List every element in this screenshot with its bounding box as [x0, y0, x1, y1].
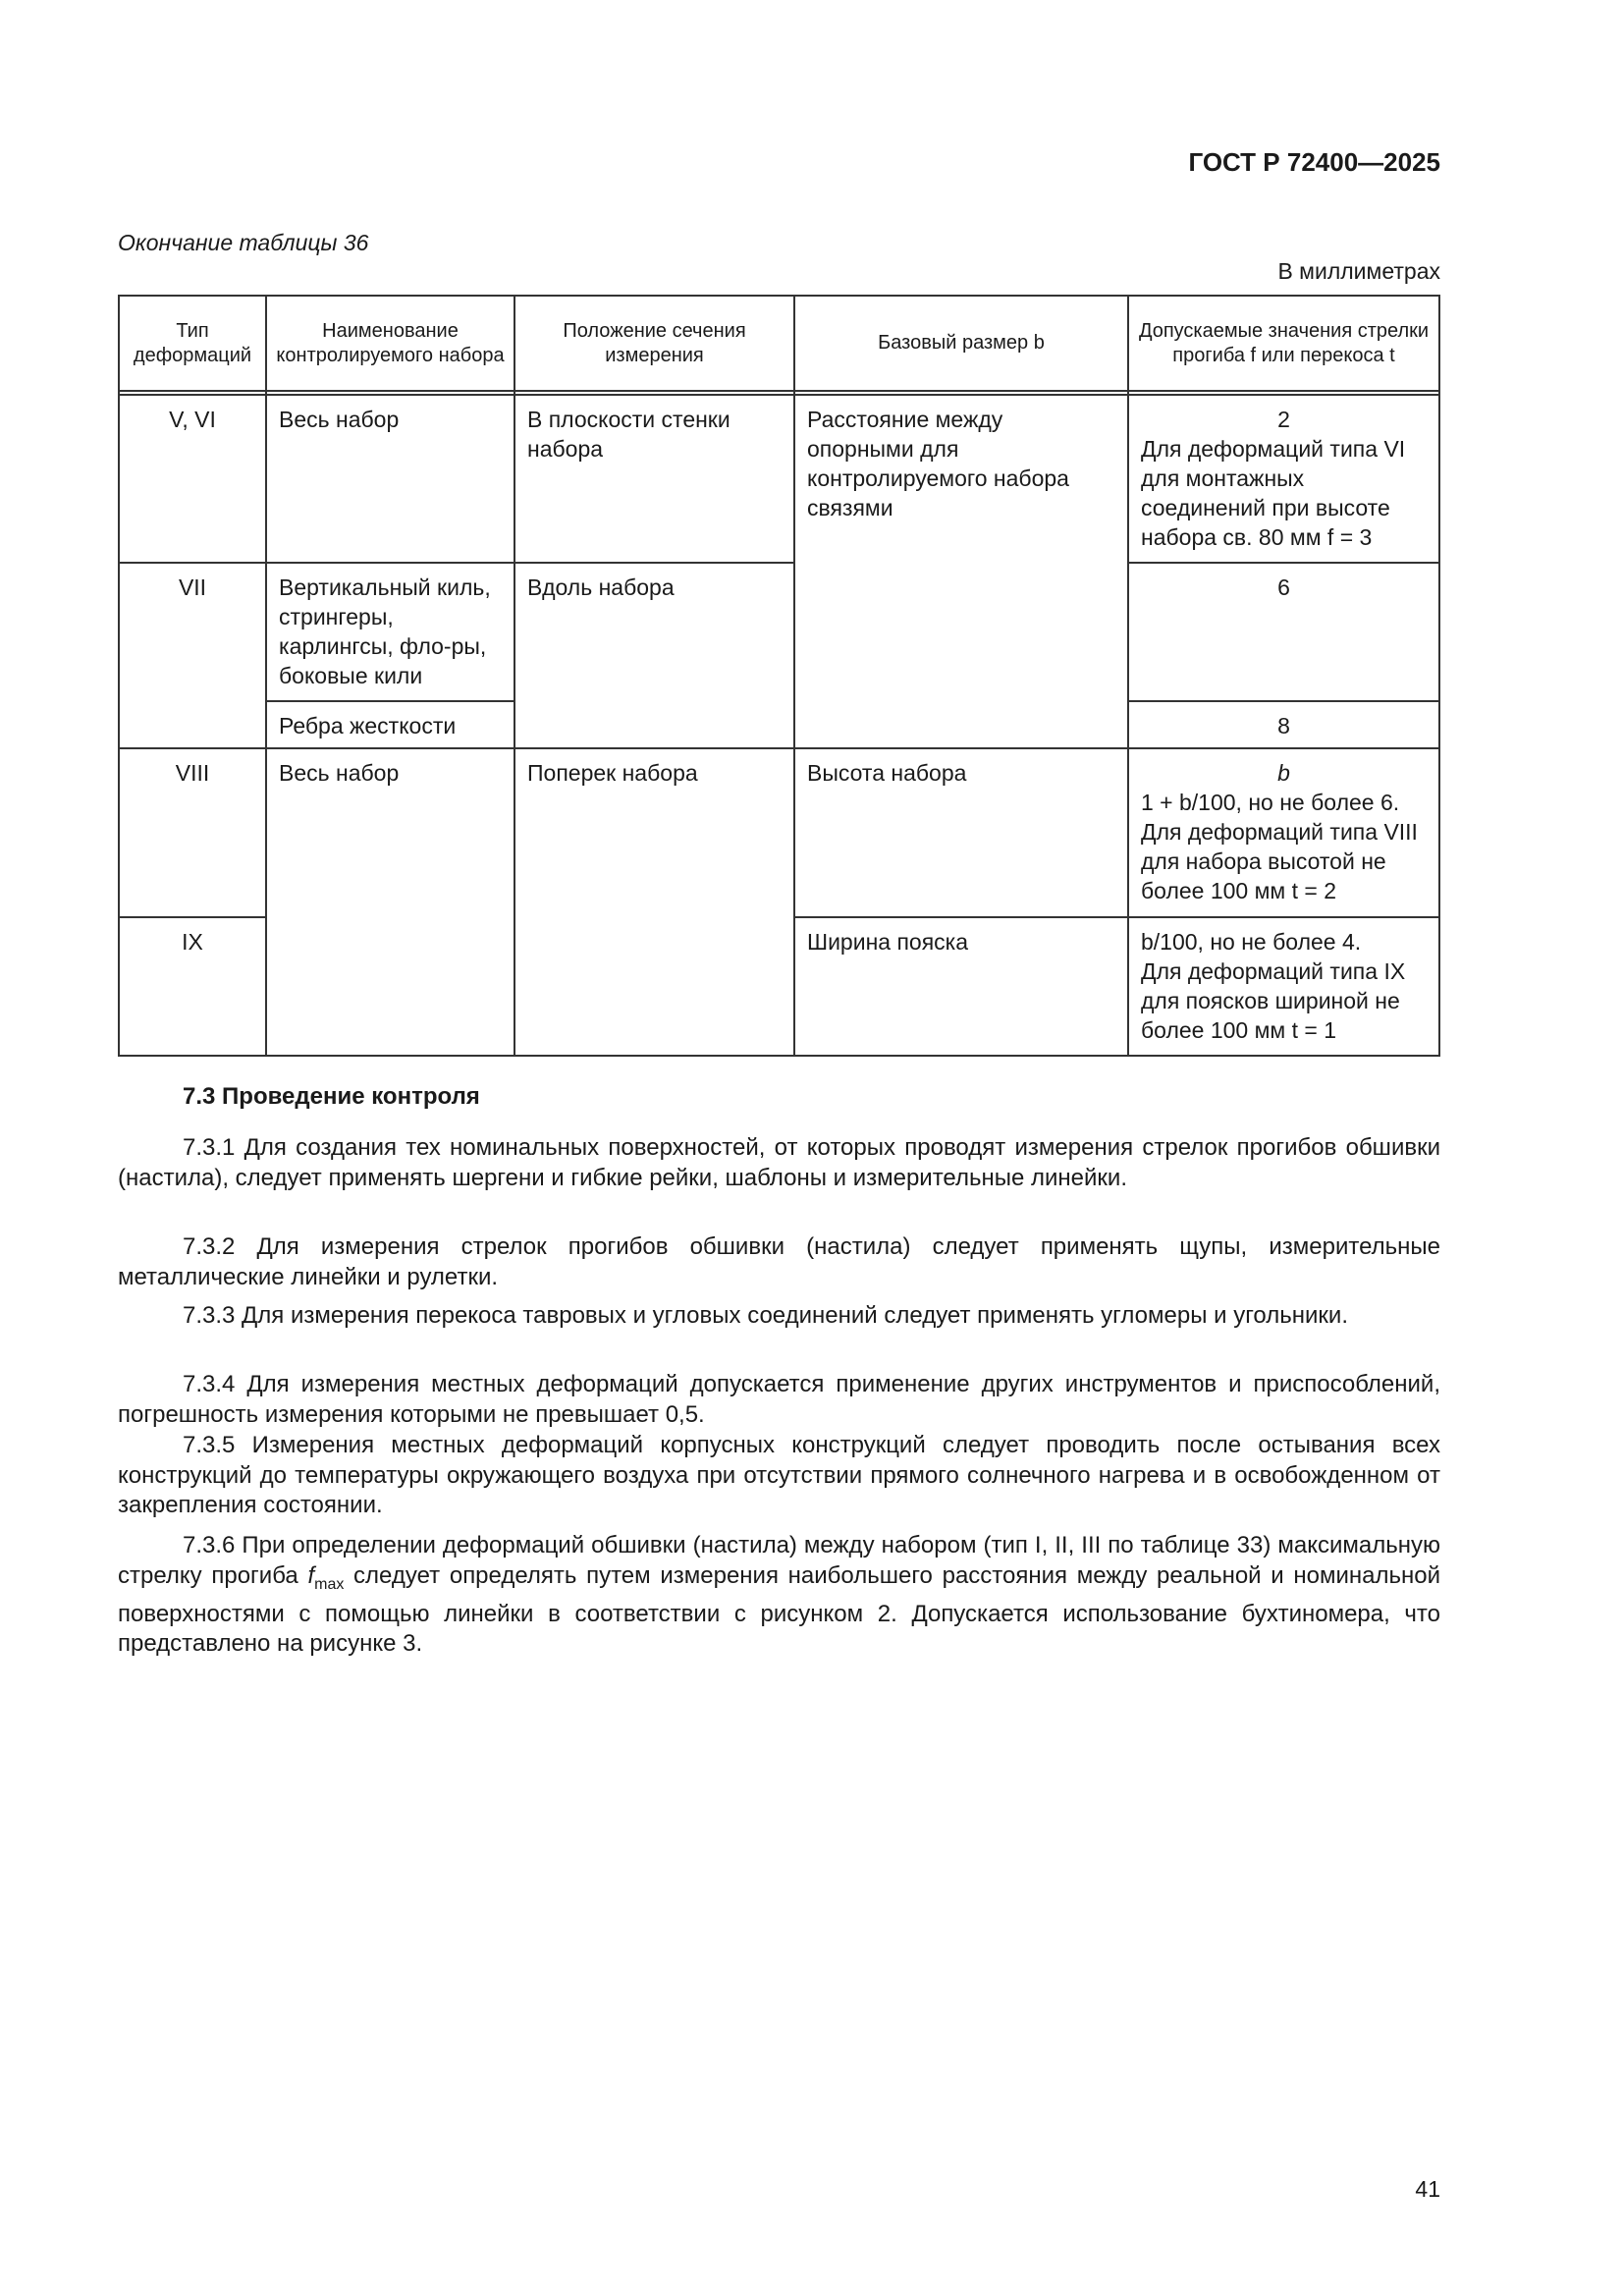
document-code: ГОСТ Р 72400—2025 — [1188, 147, 1440, 177]
paragraph: 7.3.4 Для измерения местных деформаций допускается применение других инструментов и приспособлений, погрешность измерения которыми не превышает 0,5. — [118, 1371, 1440, 1428]
paragraph: 7.3.2 Для измерения стрелок прогибов обшивки (настила) следует применять щупы, измерительные металлические линейки и рулетки. — [118, 1233, 1440, 1290]
cell-position: Вдоль набора — [527, 574, 675, 600]
cell-type: IX — [182, 929, 203, 955]
cell-type: V, VI — [169, 407, 216, 432]
cell-name: Весь набор — [279, 760, 400, 786]
paragraph: 7.3.5 Измерения местных деформаций корпусных конструкций следует проводить после остывания всех конструкций до температуры окружающего воздуха при отсутствии прямого солнечного нагрева и в освобожденном от закрепления состоянии. — [118, 1432, 1440, 1518]
fmax-variable: f — [307, 1561, 315, 1589]
units-label: В миллиметрах — [1277, 258, 1440, 284]
paragraph: 7.3.1 Для создания тех номинальных поверхностей, от которых проводят измерения стрелок прогибов обшивки (настила), следует применять шергени и гибкие рейки, шаблоны и измерительные линейки. — [118, 1134, 1440, 1191]
header-type: Тип деформаций — [133, 319, 252, 366]
cell-position: В плоскости стенки набора — [527, 407, 730, 462]
cell-type: VIII — [175, 760, 210, 786]
header-name: Наименование контролируемого набора — [276, 319, 505, 366]
cell-allowed-value: b/100, но не более 4. Для деформаций типа IX для поясков шириной не более 100 мм t = 1 — [1141, 929, 1406, 1043]
paragraph: 7.3.3 Для измерения перекоса тавровых и угловых соединений следует применять угломеры и угольники. — [183, 1302, 1348, 1329]
cell-type: VII — [178, 574, 207, 600]
cell-allowed-value: 8 — [1277, 713, 1290, 738]
cell-base-size: Ширина пояска — [807, 929, 969, 955]
cell-name: Весь набор — [279, 407, 400, 432]
cell-name: Ребра жесткости — [279, 713, 457, 738]
header-base-size: Базовый размер b — [878, 332, 1045, 354]
cell-position: Поперек набора — [527, 760, 698, 786]
cell-name: Вертикальный киль, стрингеры, карлингсы, фло-ры, боковые кили — [279, 574, 491, 688]
paragraph: 7.3.6 При определении деформаций обшивки (настила) между набором (тип I, II, III по таблице 33) максимальную стрелку прогиба $f_{max}$ следует определять путем измерения наибольшего расстояния между реальной и номинальной поверхностями с помощью линейки в соответствии с рисунком 2. Допускается использование бухтиномера, что представлено на рисунке 3. — [118, 1532, 1441, 1658]
cell-base-size: Расстояние между опорными для контролируемого набора связями — [807, 407, 1069, 520]
cell-allowed-value: 2 Для деформаций типа VI для монтажных соединений при высоте набора св. 80 мм f = 3 — [1141, 407, 1406, 550]
cell-base-size: Высота набора — [807, 760, 967, 786]
header-allowed-values: Допускаемые значения стрелки прогиба f или перекоса t — [1138, 319, 1430, 366]
cell-allowed-value: 6 — [1277, 574, 1290, 600]
page-number: 41 — [1415, 2176, 1440, 2202]
deformation-table — [118, 295, 1440, 1057]
section-title: 7.3 Проведение контроля — [183, 1083, 480, 1110]
table-caption: Окончание таблицы 36 — [118, 230, 369, 255]
fmax-subscript: max — [314, 1575, 345, 1593]
cell-allowed-value: b 1 + b/100, но не более 6. Для деформаций типа VIII для набора высотой не более 100 мм t = 2 — [1141, 760, 1418, 903]
header-position: Положение сечения измерения — [563, 319, 746, 366]
